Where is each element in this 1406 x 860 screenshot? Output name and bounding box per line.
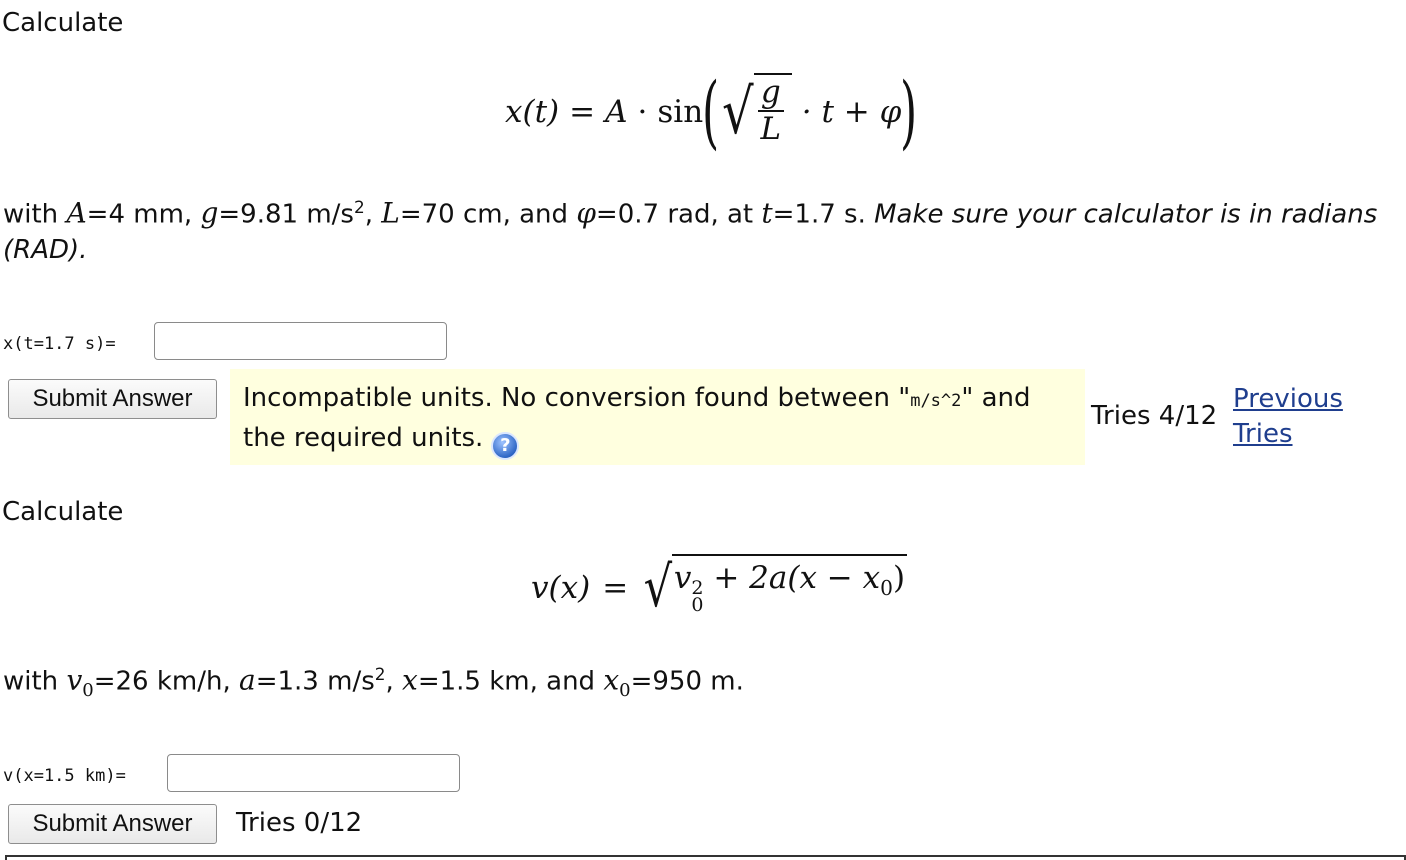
sym-a: a	[239, 663, 256, 697]
radicand-v: v	[673, 560, 692, 596]
problem1-feedback	[230, 369, 1085, 465]
problem2-answer-input[interactable]	[167, 754, 460, 792]
formula-dot: ·	[637, 94, 648, 130]
val-phi: =0.7 rad, at	[595, 199, 762, 230]
formula-amplitude: A	[605, 94, 628, 130]
sep2: ,	[385, 666, 403, 697]
problem1-tries: Tries 4/12	[1091, 401, 1218, 431]
sqrt-sign: √	[722, 75, 754, 148]
sqrt-fraction	[754, 73, 792, 145]
problem2-description	[3, 657, 1398, 708]
text2-with: with	[3, 666, 67, 697]
radicand-v-sup: 2	[691, 577, 704, 599]
sym-A: A	[66, 196, 87, 230]
next-section-border	[5, 855, 1406, 860]
previous-tries-link[interactable]: Previous Tries	[1233, 384, 1343, 449]
exp-a: 2	[374, 664, 386, 684]
sym-v0: v	[66, 663, 83, 697]
problem1-answer-input[interactable]	[154, 322, 447, 360]
formula-rest: · t + φ	[801, 94, 902, 130]
text-with: with	[3, 199, 67, 230]
sym-x0: x	[603, 663, 620, 697]
sqrt2-sign: √	[643, 555, 673, 620]
formula2-equals: =	[602, 570, 629, 606]
formula-lhs: x(t)	[505, 94, 560, 130]
radicand-mid: + 2a(x − x	[703, 560, 881, 596]
val-L: =70 cm, and	[399, 199, 577, 230]
sep: ,	[364, 199, 382, 230]
val-g: =9.81 m/s	[218, 199, 354, 230]
radicand-v-sub: 0	[691, 594, 704, 616]
problem2-heading: Calculate	[2, 497, 124, 527]
help-icon[interactable]: ?	[491, 432, 519, 460]
sub-x0: 0	[619, 679, 631, 701]
problem1-description	[3, 190, 1398, 268]
fraction-denominator: L	[760, 111, 782, 147]
feedback-text-1: Incompatible units. No conversion found between "	[243, 383, 911, 413]
fraction-numerator: g	[758, 77, 784, 112]
sym-L: L	[381, 196, 400, 230]
problem1-answer-label: x(t=1.7 s)=	[3, 334, 116, 354]
feedback-text-2: " and the required units.	[243, 383, 1031, 453]
val-x: =1.5 km, and	[417, 666, 604, 697]
radians-note: Make sure your calculator is in radians (RAD).	[3, 199, 1378, 265]
close-paren: )	[900, 65, 918, 158]
problem2-submit-button[interactable]: Submit Answer	[8, 804, 217, 844]
val-v0: =26 km/h,	[93, 666, 240, 697]
exp-g: 2	[353, 197, 365, 217]
formula2-lhs: v(x)	[531, 570, 591, 606]
val-a: =1.3 m/s	[255, 666, 375, 697]
val-x0: =950 m.	[630, 666, 744, 697]
problem1-heading: Calculate	[2, 8, 124, 38]
radicand-v-scripts	[691, 577, 704, 616]
sym-g: g	[200, 196, 219, 230]
sqrt2-radicand	[672, 554, 907, 614]
sym-x: x	[402, 663, 418, 697]
problem2-tries: Tries 0/12	[236, 808, 363, 838]
feedback-unit: m/s^2	[910, 391, 962, 411]
problem2-answer-label: v(x=1.5 km)=	[3, 766, 126, 786]
sub-v0: 0	[82, 679, 94, 701]
problem2-formula	[531, 548, 907, 628]
sym-phi: φ	[576, 196, 596, 230]
problem1-formula	[505, 62, 917, 162]
formula-equals: =	[569, 94, 596, 130]
problem1-submit-button[interactable]: Submit Answer	[8, 379, 217, 419]
radicand-x-sub: 0	[880, 576, 893, 601]
radicand-close: )	[892, 560, 906, 596]
val-A: =4 mm,	[86, 199, 201, 230]
formula-sin: sin	[657, 94, 704, 130]
sym-t: t	[761, 196, 773, 230]
open-paren: (	[702, 65, 720, 158]
val-t: =1.7 s.	[772, 199, 875, 230]
